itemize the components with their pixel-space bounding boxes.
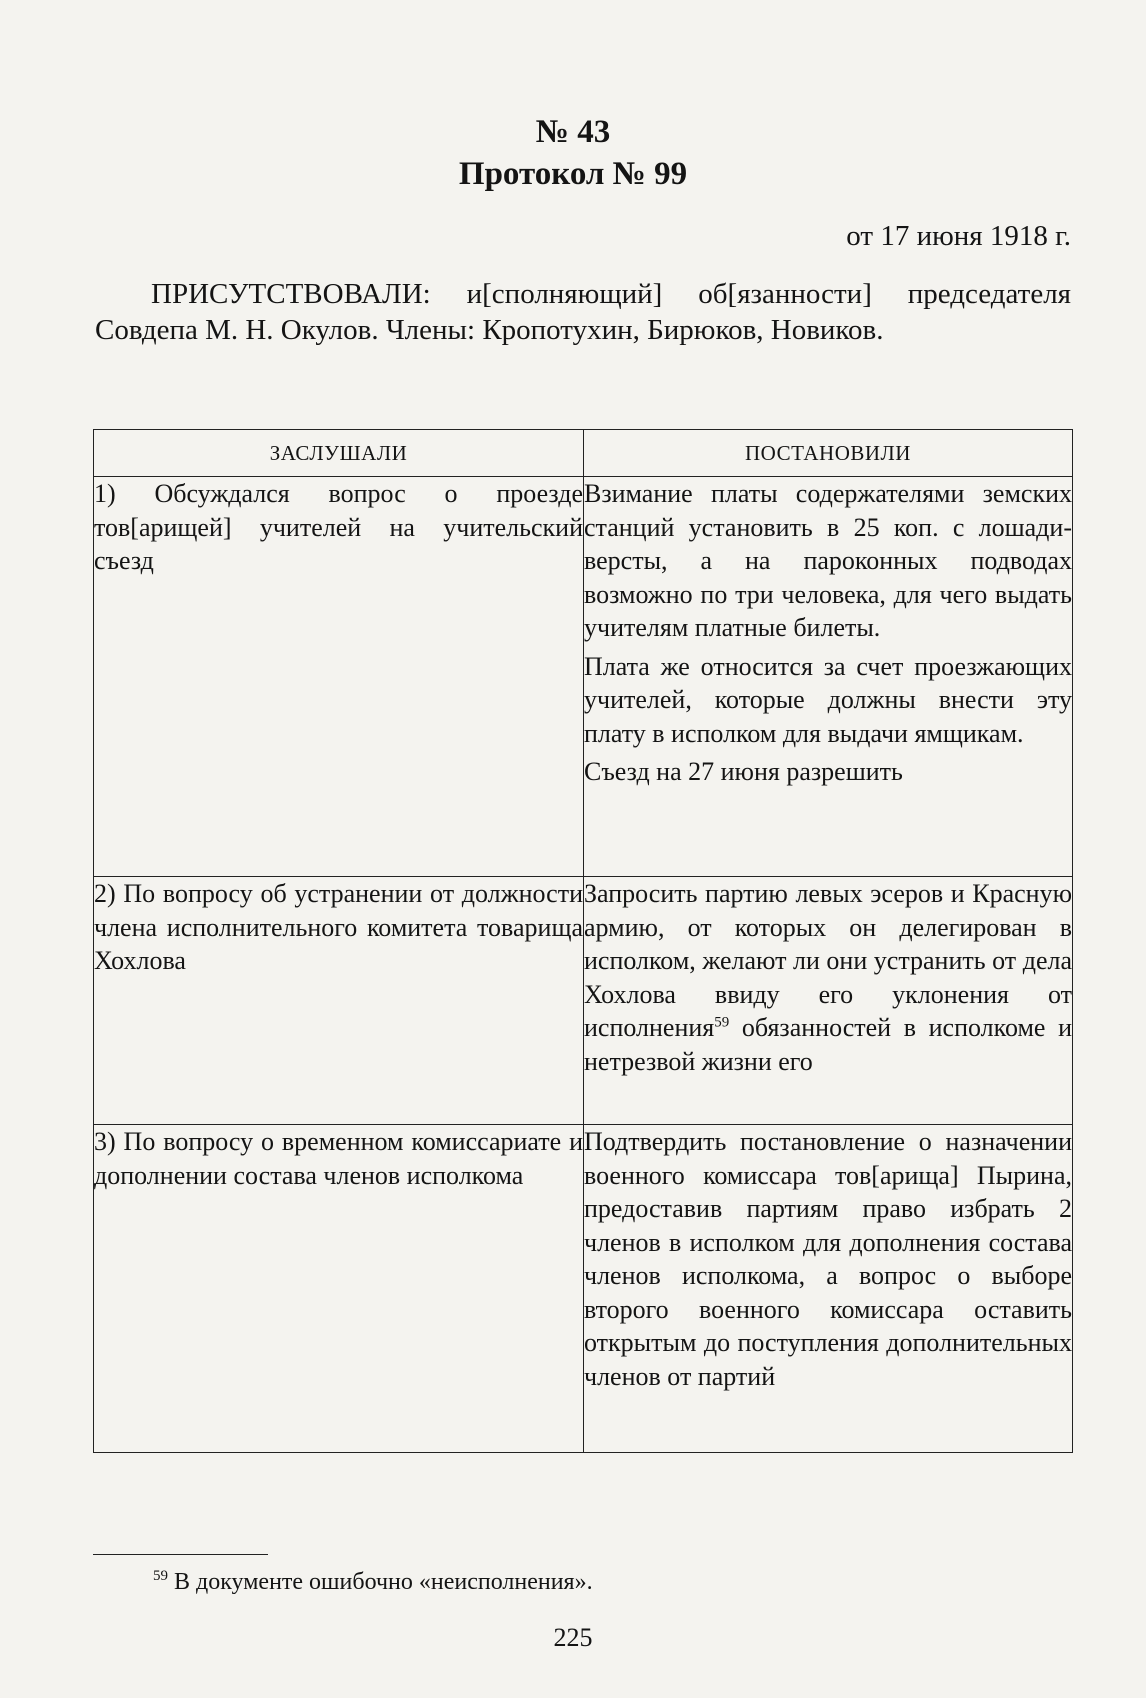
table-header-row	[94, 430, 1073, 477]
footnote-number: 59	[153, 1568, 168, 1584]
heard-cell: 1) Обсуждался вопрос о проезде тов[арищей] учителей на учительский съезд	[94, 477, 584, 877]
resolved-cell	[584, 477, 1073, 877]
footnote-reference: 59	[714, 1014, 730, 1031]
footnote-text: В документе ошибочно «неисполнения».	[168, 1569, 593, 1595]
heard-cell: 2) По вопросу об устранении от должности члена исполнительного комитета товарища Хохлова	[94, 877, 584, 1125]
table-row	[94, 877, 1073, 1125]
footnote-divider	[93, 1554, 268, 1555]
resolved-text: обязанностей в исполкоме и нетрезвой жизни его	[584, 1013, 1072, 1076]
resolved-paragraph: Взимание платы содержателями земских станций установить в 25 коп. с лошади-версты, а на пароконных подводах возможно по три человека, для чего выдать учителям платные билеты.	[584, 479, 1072, 642]
resolved-text: Запросить партию левых эсеров и Красную армию, от которых он делегирован в исполком, желают ли они устранить от дела Хохлова ввиду его уклонения от исполнения	[584, 879, 1072, 1042]
resolved-cell	[584, 877, 1073, 1125]
column-header-resolved: ПОСТАНОВИЛИ	[584, 430, 1073, 477]
minutes-table	[93, 429, 1073, 1453]
attendance-paragraph: ПРИСУТСТВОВАЛИ: и[сполняющий] об[язанности] председателя Совдепа М. Н. Окулов. Члены: Кропотухин, Бирюков, Новиков.	[95, 278, 1071, 346]
table-row	[94, 477, 1073, 877]
table-row	[94, 1125, 1073, 1453]
resolved-paragraph: Съезд на 27 июня разрешить	[584, 757, 903, 786]
resolved-paragraph: Плата же относится за счет проезжающих учителей, которые должны внести эту плату в исполком для выдачи ямщикам.	[584, 651, 1072, 748]
heard-cell: 3) По вопросу о временном комиссариате и дополнении состава членов исполкома	[94, 1125, 584, 1453]
footnote	[153, 1567, 593, 1597]
document-title: Протокол № 99	[458, 156, 688, 192]
resolved-cell: Подтвердить постановление о назначении военного комиссара тов[арища] Пырина, предоставив партиям право избрать 2 членов в исполком для дополнения состава членов исполкома, а вопрос о выборе второго военного комиссара оставить открытым до поступления дополнительных членов от партий	[584, 1125, 1073, 1453]
document-number: № 43	[535, 114, 611, 150]
column-header-heard: ЗАСЛУШАЛИ	[94, 430, 584, 477]
page-number: 225	[553, 1623, 593, 1652]
document-date: от 17 июня 1918 г.	[846, 220, 1071, 252]
